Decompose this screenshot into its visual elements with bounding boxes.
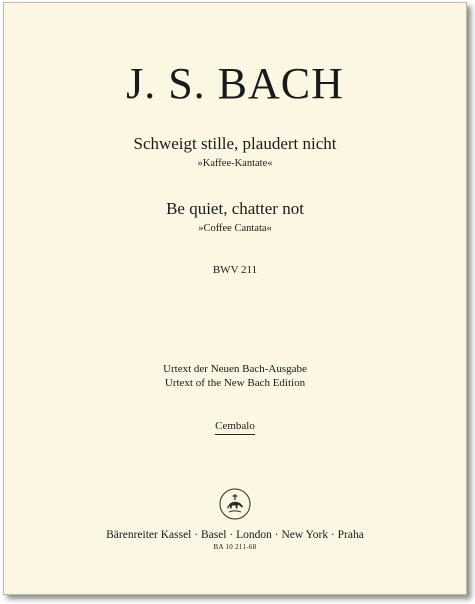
subtitle-english: »Coffee Cantata« — [198, 223, 272, 234]
publisher-line: Bärenreiter Kassel · Basel · London · New York · Praha — [106, 529, 364, 541]
composer-name: J. S. BACH — [126, 59, 344, 108]
order-number: BA 10 211-68 — [213, 543, 257, 551]
subtitle-german: »Kaffee-Kantate« — [197, 158, 273, 169]
urtext-german: Urtext der Neuen Bach-Ausgabe — [163, 363, 307, 375]
part-name: Cembalo — [215, 419, 255, 435]
baerenreiter-bear-logo-icon — [219, 488, 251, 520]
title-german: Schweigt stille, plaudert nicht — [133, 134, 337, 153]
score-cover — [3, 2, 467, 595]
part-label-wrap — [4, 418, 466, 435]
title-english: Be quiet, chatter not — [166, 199, 304, 218]
urtext-english: Urtext of the New Bach Edition — [164, 377, 306, 389]
catalog-number: BWV 211 — [212, 264, 258, 276]
